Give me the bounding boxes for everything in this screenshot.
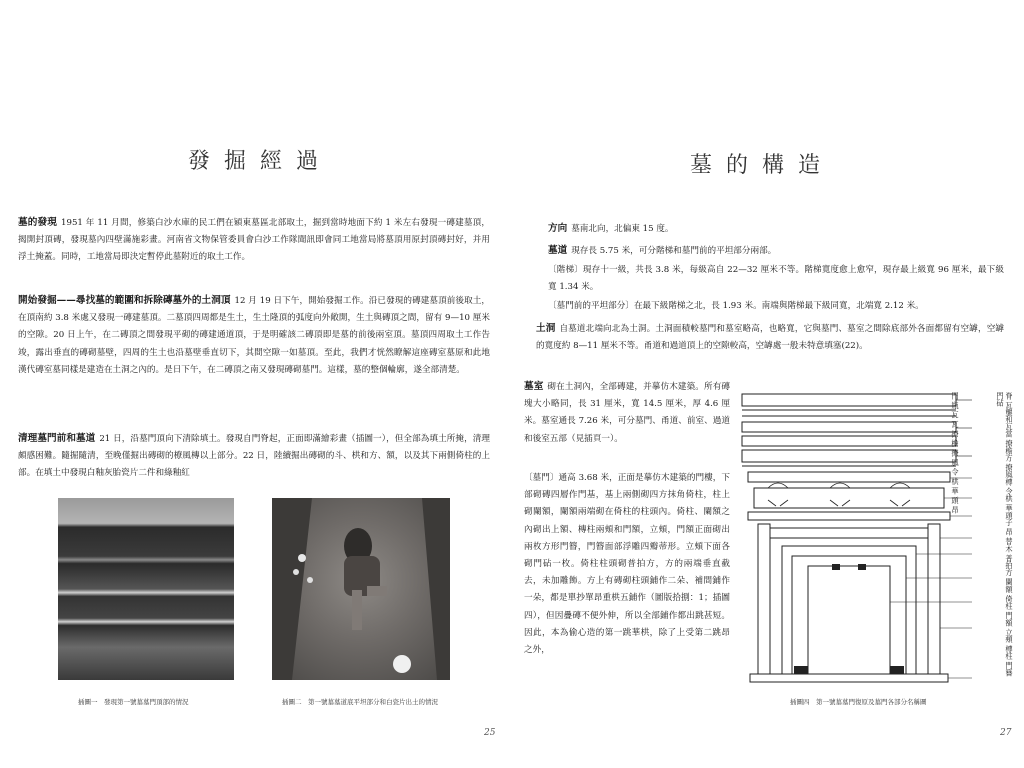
paragraph-chamber	[524, 378, 730, 448]
paragraph-discovery	[18, 214, 490, 267]
drawing-label: 撩	[951, 449, 960, 457]
paragraph-gate	[524, 470, 730, 659]
drawing-label: 普拍方	[1005, 554, 1014, 577]
drawing-label: 華頭子	[1005, 504, 1014, 526]
drawing-label: 華	[951, 487, 960, 495]
page-number: 27	[1000, 728, 1012, 738]
paragraph-text: 1951 年 11 月間，修築白沙水庫的民工們在穎東墓區北部取土，掘到當時地面下約 1 米左右發現一磚建墓頂，揭開封頂磚，發現墓內四壁滿施彩畫。河南省文物保管委員會白沙工作隊聞訊即會同工地當局將墓頂用原封頂磚封好，并用浮土掩蓋。同時，工地當局即決定暫停此墓附近的取土工作。	[18, 218, 490, 263]
figure-caption-2: 插圖二 第一號墓墓道底平坦部分和白瓷片出土的情況	[282, 698, 438, 706]
drawing-label: 門簪	[1005, 661, 1014, 677]
drawing-label: 闌額	[1005, 578, 1014, 593]
paragraph-start-excavation	[18, 292, 490, 379]
drawing-label: 栱	[951, 477, 960, 485]
section-title-structure: 墓的構造	[690, 153, 835, 178]
paragraph-text: 〔階梯〕現存十一級，共長 3.8 米，每級高自 22—32 厘米不等。階梯寬度愈上愈窄，現存最上級寬 96 厘米，最下級寬 1.34 米。	[548, 265, 1004, 293]
drawing-label: 撩風槫	[1005, 463, 1014, 486]
drawing-label: 昂	[951, 506, 960, 514]
drawing-label: 槫柱	[1005, 645, 1014, 660]
figure-caption-4: 插圖四 第一號墓墓門復原及墓門各部分名稱圖	[790, 698, 927, 706]
paragraph-clear-gate	[18, 430, 490, 483]
paragraph-lead: 墓道	[548, 245, 568, 256]
figure-caption-1: 插圖一 發現第一號墓墓門頂部的情況	[78, 698, 189, 706]
paragraph-steps	[548, 262, 1004, 296]
right-page	[512, 0, 1024, 768]
section-title-excavation: 發掘經過	[188, 149, 333, 174]
drawing-label: 門額	[1005, 611, 1014, 627]
drawing-label: 令栱	[1005, 487, 1014, 503]
paragraph-text: 砌在土洞內，全部磚建，并摹仿木建築。所有磚塊大小略同，長 31 厘米，寬 14.5 厘米，厚 4.6 厘米。墓室通長 7.26 米，可分墓門、甬道、前室、過道和後室五部（見插頁一）。	[524, 382, 730, 444]
page-number: 25	[484, 728, 496, 738]
drawing-label: 昂	[1005, 528, 1014, 536]
drawing-label: 令	[951, 468, 960, 476]
paragraph-flat-part	[548, 298, 1004, 315]
paragraph-text: 〔墓門〕通高 3.68 米，正面是摹仿木建築的門樓，下部砌磚四層作門基，基上兩側砌四方抹角倚柱，柱上砌闌額，闌額兩端砌在倚柱的柱頭內。倚柱、闌額之內砌出上額、槫柱兩頰和門額，立頰，門額正面砌出兩枚方形門簪，門簪面部浮雕四瓣蒂形。立頰下面各砌門砧一枚。倚柱柱頭砌普拍方，方的兩端垂直截去，未加雕飾。方上有磚砌柱頭鋪作二朵、補間鋪作一朵，都是單抄單昂重栱五鋪作（圖版拾捌：1；插圖四），但因疊磚不便外伸，所以全部鋪作都出跳甚短。因此，本為偷心造的第一跳華栱，除了上受第二跳昂之外，	[524, 473, 730, 656]
drawing-label: 檐	[951, 439, 960, 447]
paragraph-text: 12 月 19 日下午，開始發掘工作。沿已發現的磚建墓頂前後取土，在頂南約 3.8 米處又發現一磚建墓頂。二墓頂四周都是生土，生土隆頂的弧度向外敞開，生土與磚頂之間，留有 9—10 厘米的空隙。20 日上午，在二磚頂之間發現平砌的磚建通道頂，于是明確該二磚頂即是墓的前後兩室頂。墓頂四周取土工作告竣，露出垂直的磚砌墓壁，四周的生土也沿墓壁垂直切下，其間空隙一如墓頂。至此，我們才恍然瞭解這座磚室墓原和此地漢代磚室墓同樣是建造在土洞之內的。是日下午，在二磚頂之南又發現磚砌墓門。這樣，墓的整個輪廓，遂全部清楚。	[18, 296, 490, 375]
drawing-label: 門砧	[996, 392, 1005, 407]
paragraph-lead: 方向	[548, 223, 568, 234]
paragraph-text: 〔墓門前的平坦部分〕在最下級階梯之北，長 1.93 米。南端與階梯最下級同寬，北端寬 2.12 米。	[548, 301, 924, 311]
drawing-labels-left	[942, 392, 960, 542]
drawing-label: 倚柱	[1005, 595, 1014, 610]
drawing-label: 瓦	[951, 411, 960, 419]
paragraph-lead: 土洞	[536, 323, 556, 334]
drawing-labels-right	[974, 392, 1014, 682]
paragraph-passage	[548, 242, 1004, 260]
drawing-label: 瓶	[951, 401, 960, 409]
drawing-label: 瓦壟和瓦當	[1005, 401, 1014, 438]
paragraph-text: 21 日，沿墓門頂向下清除填土。發現自門脊起，正面即滿繪彩畫（插圖一），但全部為填土所掩，清理頗感困難。隨掘隨清，至晚僅掘出磚砌的橑風槫以上部分。22 日，陸續掘出磚砌的斗、栱和方、額，以及其下兩側倚柱的上部。在填土中發現白釉灰胎瓷片二件和綠釉紅	[18, 434, 490, 479]
drawing-label: 立頰	[1005, 628, 1014, 643]
paragraph-earth-cave	[536, 320, 1004, 355]
photo-tomb-gate-top	[58, 498, 234, 680]
photo-detail	[272, 498, 450, 680]
paragraph-text: 自墓道北端向北為土洞。土洞面積較墓門和墓室略高，也略寬，它與墓門、墓室之間除底部外各面都留有空罅，空罅的寬度約 8—11 厘米不等。甬道和過道頂上的空隙較高，空罅處一般未特意填塞(22)。	[536, 324, 1005, 352]
paragraph-lead: 清理墓門前和墓道	[18, 433, 96, 444]
figure-gate-drawing	[734, 388, 1018, 688]
paragraph-direction	[548, 220, 1004, 238]
drawing-label: 瓦	[951, 420, 960, 428]
drawing-label: 風	[951, 458, 960, 466]
paragraph-lead: 開始發掘——尋找墓的範圍和拆除磚墓外的土洞頂	[18, 295, 231, 306]
drawing-label: 門	[951, 392, 960, 400]
drawing-label: 撩檐方	[1005, 439, 1014, 462]
drawing-label: 替木	[1005, 537, 1014, 553]
drawing-label: 頭	[951, 496, 960, 504]
paragraph-text: 現存長 5.75 米，可分階梯和墓門前的平坦部分兩部。	[571, 246, 777, 256]
photo-tomb-passage-floor	[272, 498, 450, 680]
drawing-label: 撩	[951, 430, 960, 438]
paragraph-text: 墓南北向，北偏東 15 度。	[571, 224, 674, 234]
drawing-label: 脊	[1005, 392, 1014, 400]
paragraph-lead: 墓室	[524, 381, 544, 392]
paragraph-lead: 墓的發現	[18, 217, 58, 228]
